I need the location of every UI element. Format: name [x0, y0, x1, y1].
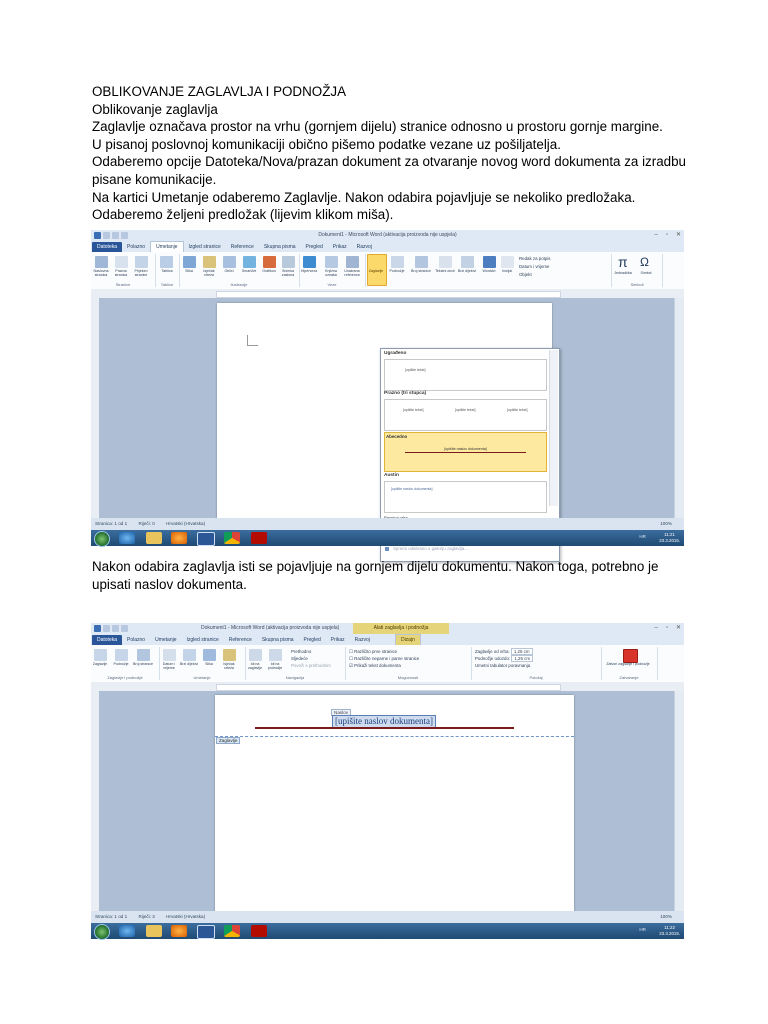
item-placeholder: [upišite tekst] [405, 368, 426, 372]
group-label: Umetanje [193, 675, 211, 680]
group-label: Zatvaranje [619, 675, 639, 680]
page-break-label: Prijelom stranice [134, 269, 148, 278]
cross-reference-icon[interactable] [346, 256, 359, 268]
hyperlink-label: Hiperveza [300, 269, 318, 273]
text-box-icon[interactable] [439, 256, 452, 268]
blank-page-label: Prazna stranica [114, 269, 128, 278]
clip-art-label: Isječak crteža [223, 662, 235, 671]
clock-date: 23.3.2015. [659, 537, 680, 543]
link-previous-item[interactable]: Poveži s prethodnim [291, 663, 331, 668]
clip-art-label: Isječak crteža [203, 269, 215, 278]
gallery-scrollbar[interactable] [549, 350, 558, 506]
tab-file[interactable]: Datoteka [92, 242, 122, 252]
maximize-icon[interactable]: ▫ [665, 625, 668, 631]
cover-page-label: Naslovna stranica [93, 269, 109, 278]
page-count[interactable]: Stranica: 1 od 1 [95, 914, 128, 919]
tab-developer[interactable]: Razvoj [356, 244, 372, 250]
chrome-icon[interactable] [224, 925, 240, 937]
word-screenshot-insert-header [91, 230, 684, 551]
clip-art-icon[interactable] [223, 649, 236, 661]
go-to-header-label: Idi na zaglavlje [248, 662, 262, 671]
option-different-first-page[interactable]: ☐ Različito prve stranice [349, 649, 398, 654]
paragraph-line: Zaglavlje označava prostor na vrhu (gornjem dijelu) stranice odnosno u prostoru gornje margine. [92, 119, 663, 135]
gallery-item-alphabet[interactable] [384, 432, 547, 472]
go-to-footer-icon[interactable] [269, 649, 282, 661]
group-close [601, 647, 658, 680]
close-icon[interactable]: ✕ [675, 232, 681, 238]
quick-parts-label: Brzi dijelovi [179, 662, 199, 666]
page-number-icon[interactable] [415, 256, 428, 268]
group-label: Ilustracije [230, 282, 248, 287]
header-icon[interactable] [94, 649, 107, 661]
tab-page-layout[interactable]: Izgled stranice [186, 637, 219, 643]
text-box-label: Tekstni okvir [435, 269, 455, 273]
margin-corner [247, 335, 258, 346]
hyperlink-icon[interactable] [303, 256, 316, 268]
item-placeholder: [upišite tekst] [455, 408, 476, 412]
group-navigation [245, 647, 346, 680]
group-label: Navigacija [285, 675, 305, 680]
ribbon-design [91, 645, 684, 683]
page-break-icon[interactable] [135, 256, 148, 268]
smartart-icon[interactable] [243, 256, 256, 268]
table-label: Tablica [161, 269, 173, 273]
folder-icon[interactable] [146, 925, 162, 937]
page-number-label: Broj stranice [411, 269, 431, 273]
next-item[interactable]: Sljedeće [291, 656, 308, 661]
tab-home[interactable]: Polazno [127, 637, 146, 643]
language-indicator[interactable]: HR [639, 534, 646, 539]
window-title: Dokument1 - Microsoft Word (aktivacija proizvoda nije uspjela) [318, 232, 457, 238]
header-from-top-input[interactable]: 1,25 cm [511, 648, 533, 655]
clock-date: 23.3.2015. [659, 930, 680, 936]
gallery-section-builtin: Ugrađeno [384, 351, 407, 356]
chrome-icon[interactable] [224, 532, 240, 544]
tab-design[interactable]: Dizajn [395, 634, 421, 645]
page-number-icon[interactable] [137, 649, 150, 661]
tab-insert[interactable]: Umetanje [155, 637, 177, 643]
option-different-odd-even[interactable]: ☐ Različite neparne i parne stranice [349, 656, 420, 661]
paragraph-line: U pisanoj poslovnoj komunikaciji obično pišemo podatke vezane uz pošiljatelja. [92, 136, 561, 152]
option-label: Različite neparne i parne stranice [354, 656, 420, 661]
tab-file[interactable]: Datoteka [92, 635, 122, 645]
item-placeholder: [upišite tekst] [403, 408, 424, 412]
date-time-item[interactable]: Datum i vrijeme [519, 264, 550, 269]
position-label: Zaglavlje od vrha: [475, 649, 510, 654]
middle-text [92, 558, 692, 593]
tab-view[interactable]: Prikaz [330, 637, 345, 643]
page-count[interactable]: Stranica: 1 od 1 [95, 521, 128, 526]
menu-save-to-gallery[interactable]: Spremi odabrano u galeriju zaglavlja... [383, 545, 557, 553]
cross-reference-label: Unakrsna referenca [344, 269, 360, 278]
status-bar [91, 518, 684, 530]
picture-icon[interactable] [183, 256, 196, 268]
windows-start-icon[interactable] [94, 924, 110, 940]
vertical-scrollbar[interactable] [674, 691, 684, 911]
gallery-item-blank-three-columns[interactable] [384, 399, 547, 431]
group-header-footer [91, 647, 160, 680]
zoom-level[interactable]: 100% [660, 521, 672, 526]
footer-from-bottom-input[interactable]: 1,25 cm [511, 655, 533, 662]
wordart-label: WordArt [482, 269, 496, 273]
tab-mailings[interactable]: Skupna pisma [261, 637, 294, 643]
language[interactable]: Hrvatski (Hrvatska) [166, 521, 206, 526]
position-label: Podnožje odozdo: [475, 656, 511, 661]
word-screenshot-header-design [91, 623, 684, 939]
window-controls[interactable] [654, 230, 681, 241]
group-illustrations [179, 254, 300, 287]
ribbon-insert [91, 252, 684, 290]
status-bar [91, 911, 684, 923]
date-time-icon[interactable] [163, 649, 176, 661]
group-symbols [611, 254, 663, 287]
folder-icon[interactable] [146, 532, 162, 544]
tab-review[interactable]: Pregled [303, 637, 321, 643]
paragraph-line: pisane komunikacije. [92, 171, 217, 187]
quick-parts-icon[interactable] [461, 256, 474, 268]
go-to-header-icon[interactable] [249, 649, 262, 661]
option-label: Prikaži tekst dokumenta [354, 663, 401, 668]
gallery-item-austin[interactable] [384, 481, 547, 513]
gallery-item-name: Prazno (tri stupca) [384, 391, 427, 396]
ribbon-tabs [91, 634, 684, 645]
go-to-footer-label: Idi na podnožje [267, 662, 283, 671]
header-from-top-row [475, 648, 533, 655]
heading-main: OBLIKOVANJE ZAGLAVLJA I PODNOŽJA [92, 84, 346, 99]
insert-alignment-tab[interactable]: Umetni tabulator poravnanja [475, 663, 531, 668]
group-tables [155, 254, 180, 287]
footer-from-bottom-row [475, 655, 533, 662]
group-label: Stranice [115, 282, 131, 287]
zoom-level[interactable]: 100% [660, 914, 672, 919]
equation-label: Jednadžba [614, 271, 632, 275]
windows-start-icon[interactable] [94, 531, 110, 547]
undo-icon[interactable] [112, 625, 119, 632]
object-item[interactable]: Objekt [519, 272, 532, 277]
internet-explorer-icon[interactable] [119, 532, 135, 544]
save-icon[interactable] [103, 625, 110, 632]
word-count[interactable]: Riječi: 3 [138, 914, 155, 919]
title-bar [91, 623, 684, 634]
item-name: Abecedno [386, 434, 408, 439]
bookmark-icon[interactable] [325, 256, 338, 268]
maximize-icon[interactable]: ▫ [665, 232, 668, 238]
footer-icon[interactable] [115, 649, 128, 661]
drop-cap-label: Inicijal [502, 269, 512, 273]
tab-references[interactable]: Reference [230, 244, 254, 250]
document-page[interactable] [215, 695, 574, 917]
position-list [475, 648, 533, 669]
group-links [299, 254, 366, 287]
options-list [349, 648, 419, 669]
word-icon[interactable] [197, 925, 215, 939]
tab-developer[interactable]: Razvoj [354, 637, 370, 643]
window-title: Dokument1 - Microsoft Word (aktivacija proizvoda nije uspjela) [201, 625, 340, 631]
quick-access-toolbar[interactable] [94, 625, 128, 632]
page-number-label: Broj stranice [133, 662, 153, 666]
taskbar [91, 923, 684, 939]
header-area-label: Zaglavlje [216, 737, 240, 744]
smartart-label: SmartArt [241, 269, 257, 273]
title-bar [91, 230, 684, 241]
clock[interactable] [659, 925, 680, 936]
word-icon[interactable] [197, 532, 215, 546]
option-label: Različito prve stranice [354, 649, 398, 654]
blank-page-icon[interactable] [115, 256, 128, 268]
tab-page-layout[interactable]: Izgled stranice [188, 244, 221, 250]
tab-references[interactable]: Reference [228, 637, 252, 643]
close-icon[interactable]: ✕ [675, 625, 681, 631]
tab-insert[interactable]: Umetanje [150, 241, 183, 252]
item-placeholder: [upišite naslov dokumenta] [391, 487, 433, 491]
group-label: Položaj [529, 675, 543, 680]
gallery-item-name: Austin [384, 473, 399, 478]
cover-page-icon[interactable] [95, 256, 108, 268]
wordart-icon[interactable] [483, 256, 496, 268]
minimize-icon[interactable]: – [654, 625, 658, 631]
group-options [345, 647, 472, 680]
language-indicator[interactable]: HR [639, 927, 646, 932]
media-player-icon[interactable] [171, 925, 187, 937]
clock[interactable] [659, 532, 680, 543]
group-position [471, 647, 602, 680]
context-tab-label: Alati zaglavlja i podnožja [353, 623, 449, 634]
close-header-footer-label[interactable]: Zatvori zaglavlje i podnožje [606, 662, 650, 666]
language[interactable]: Hrvatski (Hrvatska) [166, 914, 206, 919]
gallery-item-blank[interactable] [384, 359, 547, 391]
word-icon [94, 625, 101, 632]
group-insert [159, 647, 246, 680]
group-label: Simboli [630, 282, 644, 287]
clock-time: 11:22 [664, 925, 675, 930]
group-label: Zaglavlje i podnožje [107, 675, 143, 680]
option-show-document-text[interactable]: ☑ Prikaži tekst dokumenta [349, 663, 401, 668]
paragraph-line: Na kartici Umetanje odaberemo Zaglavlje. Nakon odabira pojavljuje se nekoliko predložaka. [92, 189, 636, 205]
item-placeholder: [upišite naslov dokumenta] [444, 447, 487, 451]
footer-icon[interactable] [391, 256, 404, 268]
internet-explorer-icon[interactable] [119, 925, 135, 937]
picture-icon[interactable] [203, 649, 216, 661]
shapes-label: Oblici [224, 269, 234, 273]
tab-mailings[interactable]: Skupna pisma [263, 244, 296, 250]
signature-line-item[interactable]: Redak za potpis [519, 256, 551, 261]
date-time-label: Datum i vrijeme [162, 662, 176, 671]
content-control-tag[interactable]: Naslov [331, 709, 351, 716]
window-controls[interactable] [654, 623, 681, 634]
quick-parts-icon[interactable] [183, 649, 196, 661]
ribbon-tabs [91, 241, 684, 252]
tab-review[interactable]: Pregled [305, 244, 323, 250]
heading-sub: Oblikovanje zaglavlja [92, 101, 218, 117]
item-rule [405, 452, 526, 453]
header-boundary [215, 736, 574, 737]
chart-icon[interactable] [263, 256, 276, 268]
group-header-footer [365, 254, 515, 287]
header-label: Zaglavlje [368, 269, 384, 273]
redo-icon[interactable] [121, 625, 128, 632]
taskbar [91, 530, 684, 546]
table-icon[interactable] [160, 256, 173, 268]
screenshot-icon[interactable] [282, 256, 295, 268]
paragraph-line: Nakon odabira zaglavlja isti se pojavljuje na gornjem dijelu dokumentu. Nakon toga, potrebno je [92, 559, 659, 574]
header-label: Zaglavlje [92, 662, 108, 666]
paragraph-line: Odaberemo opcije Datoteka/Nova/prazan dokument za otvaranje novog word dokumenta za izradbu [92, 154, 687, 170]
intro-text [92, 83, 692, 224]
group-label: Mogućnosti [397, 675, 419, 680]
header-title-field[interactable]: [upišite naslov dokumenta] [332, 715, 436, 728]
word-count[interactable]: Riječi: 0 [138, 521, 155, 526]
clock-time: 11:21 [664, 532, 675, 537]
chart-label: Grafikon [262, 269, 276, 273]
equation-icon[interactable]: π [618, 254, 628, 270]
nav-list [291, 648, 331, 669]
quick-parts-label: Brzi dijelovi [457, 269, 477, 273]
shapes-icon[interactable] [223, 256, 236, 268]
group-label: Veze [327, 282, 337, 287]
clip-art-icon[interactable] [203, 256, 216, 268]
group-label: Tablice [160, 282, 174, 287]
minimize-icon[interactable]: – [654, 232, 658, 238]
close-header-footer-icon[interactable] [623, 649, 638, 663]
paragraph-line: Odaberemo željeni predložak (lijevim klikom miša). [92, 207, 394, 223]
symbol-label: Simbol [640, 271, 652, 275]
picture-label: Slika [185, 269, 193, 273]
screenshot-label: Snimka zaslona [281, 269, 295, 278]
header-rule [255, 727, 514, 729]
footer-label: Podnožje [389, 269, 405, 273]
vertical-scrollbar[interactable] [674, 298, 684, 518]
acrobat-icon[interactable] [251, 925, 267, 937]
item-placeholder: [upišite tekst] [507, 408, 528, 412]
symbol-icon[interactable]: Ω [640, 255, 649, 269]
acrobat-icon[interactable] [251, 532, 267, 544]
document-area[interactable] [99, 691, 675, 911]
footer-label: Podnožje [113, 662, 129, 666]
previous-item[interactable]: Prethodno [291, 649, 312, 654]
tab-home[interactable]: Polazno [127, 244, 146, 250]
group-pages [91, 254, 156, 287]
paragraph-line: upisati naslov dokumenta. [92, 576, 247, 592]
text-side-items [519, 255, 551, 279]
media-player-icon[interactable] [171, 532, 187, 544]
picture-label: Slika [205, 662, 213, 666]
tab-view[interactable]: Prikaz [332, 244, 347, 250]
drop-cap-icon[interactable] [501, 256, 514, 268]
bookmark-label: Knjižna oznaka [325, 269, 337, 278]
